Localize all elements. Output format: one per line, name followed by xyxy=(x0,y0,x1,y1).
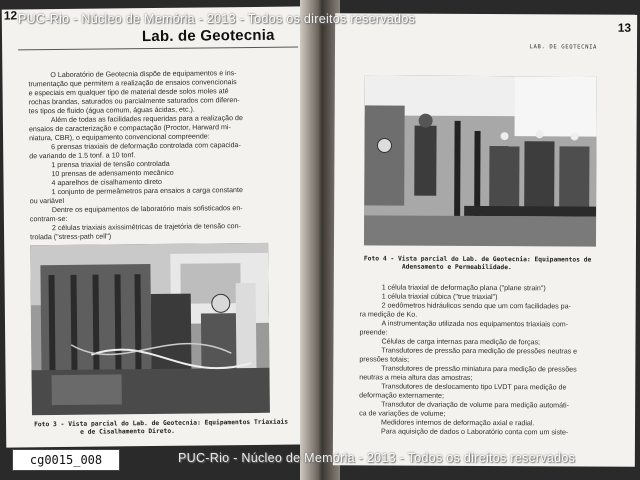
text-line: Transdutores de pressão miniatura para medição de pressões xyxy=(381,364,577,374)
text-line: ensaios de caracterização e compactação (Proctor, Harward mi- xyxy=(28,123,231,134)
text-line: e especiais em qualquer tipo de material desde solos moles até xyxy=(28,87,229,98)
photo-consolidation-equipment xyxy=(364,75,597,246)
caption-line: Foto 3 - Vista parcial do Lab. de Geotecnia: Equipamentos Triaxiais xyxy=(34,418,289,429)
text-line: Transdutores de pressão para medição de pressões neutras e xyxy=(381,346,578,356)
text-line: Células de carga internas para medição de forças; xyxy=(381,337,541,347)
photo-caption xyxy=(364,255,592,272)
text-line: 10 prensas de adensamento mecânico xyxy=(51,168,174,179)
caption-line: e de Cisalhamento Direto. xyxy=(80,427,175,436)
text-line: Transdutor de dvariação de volume para medição automáti- xyxy=(381,400,569,410)
watermark-bottom: PUC-Rio - Núcleo de Memória - 2013 - Todos os direitos reservados xyxy=(178,451,576,465)
photo-graphic xyxy=(364,75,597,246)
left-page xyxy=(2,6,309,447)
photo-triaxial-equipment xyxy=(30,243,270,415)
caption-line: Foto 4 - Vista parcial do Lab. de Geotecnia: Equipamentos de xyxy=(363,255,592,264)
text-line: de variando de 1.5 tonf. a 10 tonf. xyxy=(29,151,136,161)
text-line: O Laboratório de Geotecnia dispõe de equipamentos e ins- xyxy=(50,69,237,80)
left-body-text xyxy=(28,69,244,242)
text-line: Além de todas as facilidades requeridas para a realização de xyxy=(50,114,243,125)
text-line: preende: xyxy=(359,328,388,337)
right-body-text xyxy=(359,283,578,437)
caption-line: Adensamento e Permeabilidade. xyxy=(401,263,512,272)
text-line: Dentre os equipamentos de laboratório mais sofisticados en- xyxy=(51,204,243,215)
title-rule xyxy=(18,46,298,50)
text-line: 1 conjunto de permeâmetros para ensaios a carga constante xyxy=(51,186,243,197)
text-line: niatura, CBR), o equipamento convencional compreende: xyxy=(29,132,210,143)
text-line: 6 prensas triaxiais de deformação controlada com capacida- xyxy=(51,141,241,152)
text-line: trumentação que permitem a realização de ensaios convencionais xyxy=(28,78,237,89)
text-line: rochas brandas, saturados ou parcialmente saturados com diferen- xyxy=(28,96,240,107)
photo-caption xyxy=(34,419,288,438)
text-line: tes tipos de fluido (água comum, águas ácidas, etc.). xyxy=(28,105,195,116)
text-line: Medidores internos de deformação axial e radial. xyxy=(381,418,535,428)
text-line: 1 célula triaxial de deformação plana ("plane strain") xyxy=(381,283,546,293)
text-line: contram-se: xyxy=(29,214,68,224)
watermark-top: PUC-Rio - Núcleo de Memória - 2013 - Todos os direitos reservados xyxy=(18,12,416,26)
right-page xyxy=(333,13,637,467)
text-line: Para aquisição de dados o Laboratório conta com um siste- xyxy=(380,427,569,437)
text-line: neutras a meia altura das amostras; xyxy=(359,373,473,382)
text-line: 2 células triaxiais axissimétricas de trajetória de tensão con- xyxy=(51,222,241,233)
identifier-label: cg0015_008 xyxy=(12,449,120,471)
text-line: ca de variações de volume; xyxy=(359,409,446,418)
text-line: 1 célula triaxial cúbica ("true triaxial") xyxy=(381,292,498,302)
photo-graphic xyxy=(30,243,270,415)
text-line: 1 prensa triaxial de tensão controlada xyxy=(51,159,170,170)
page-title: Lab. de Geotecnia xyxy=(141,26,275,46)
text-line: ou variável xyxy=(29,196,65,206)
text-line: pressões totais; xyxy=(359,355,410,364)
text-line: 4 aparelhos de cisalhamento direto xyxy=(51,177,162,188)
text-line: deformação externamente; xyxy=(359,391,444,400)
running-head: LAB. DE GEOTECNIA xyxy=(529,44,598,51)
page-number-left: 12 xyxy=(3,8,18,23)
text-line: Transdutores de deslocamento tipo LVDT para medição de xyxy=(381,382,567,392)
text-line: 2 oedômetros hidráulicos sendo que um com facilidades pa- xyxy=(381,301,571,311)
text-line: ra medição de Ko. xyxy=(359,310,418,319)
text-line: A instrumentação utilizada nos equipamentos triaxiais com- xyxy=(381,319,569,329)
text-line: trolada ("stress-path cell") xyxy=(30,232,112,242)
page-number-right: 13 xyxy=(617,20,632,35)
